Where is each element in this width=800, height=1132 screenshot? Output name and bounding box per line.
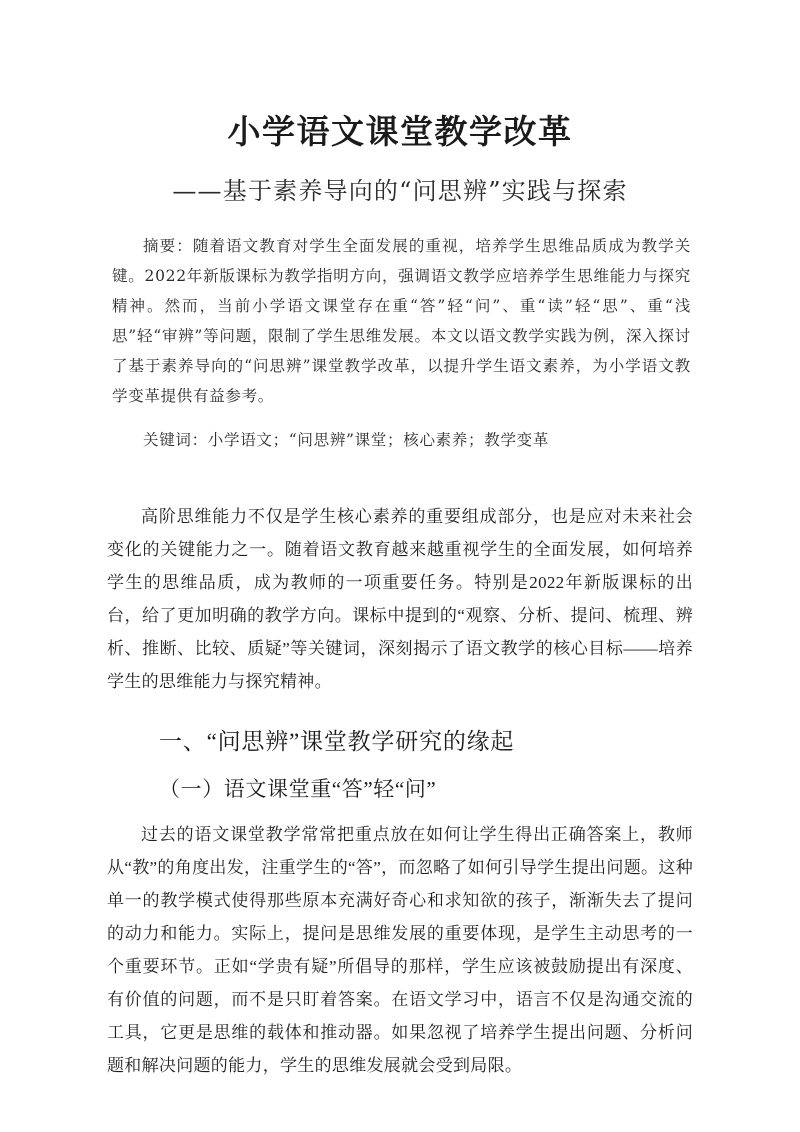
abstract-text: 摘要：随着语文教育对学生全面发展的重视，培养学生思维品质成为教学关键。2022年新版课标为教学指明方向，强调语文教学应培养学生思维能力与探究精神。然而，当前小学语文课堂存在重“答”轻“问”、重“读”轻“思”、重“浅思”轻“审辨”等问题，限制了学生思维发展。本文以语文教学实践为例，深入探讨了基于素养导向的“问思辨”课堂教学改革，以提升学生语文素养，为小学语文教学变革提供有益参考。 xyxy=(112,237,691,406)
intro-paragraph: 高阶思维能力不仅是学生核心素养的重要组成部分，也是应对未来社会变化的关键能力之一。随着语文教育越来越重视学生的全面发展，如何培养学生的思维品质，成为教师的一项重要任务。特别是2022年新版课标的出台，给了更加明确的教学方向。课标中提到的“观察、分析、提问、梳理、辨析、推断、比较、质疑”等关键词，深刻揭示了语文教学的核心目标——培养学生的思维能力与探究精神。 xyxy=(107,507,693,692)
page-title: 小学语文课堂教学改革 xyxy=(227,115,573,151)
section-heading-1: 一、“问思辨”课堂教学研究的缘起 xyxy=(159,729,515,755)
abstract-section xyxy=(107,207,693,455)
subsection-heading-1: （一）语文课堂重“答”轻“问” xyxy=(159,777,437,802)
document-content-column xyxy=(107,0,693,1082)
keywords-text: 关键词：小学语文；“问思辨”课堂；核心素养；教学变革 xyxy=(143,431,550,450)
page-subtitle: ——基于素养导向的“问思辨”实践与探索 xyxy=(172,177,628,206)
subsection-paragraph: 过去的语文课堂教学常常把重点放在如何让学生得出正确答案上，教师从“教”的角度出发，注重学生的“答”，而忽略了如何引导学生提出问题。这种单一的教学模式使得那些原本充满好奇心和求知欲的孩子，渐渐失去了提问的动力和能力。实际上，提问是思维发展的重要体现，是学生主动思考的一个重要环节。正如“学贵有疑”所倡导的那样，学生应该被鼓励提出有深度、有价值的问题，而不是只盯着答案。在语文学习中，语言不仅是沟通交流的工具，它更是思维的载体和推动器。如果忽视了培养学生提出问题、分析问题和解决问题的能力，学生的思维发展就会受到局限。 xyxy=(107,825,693,1076)
